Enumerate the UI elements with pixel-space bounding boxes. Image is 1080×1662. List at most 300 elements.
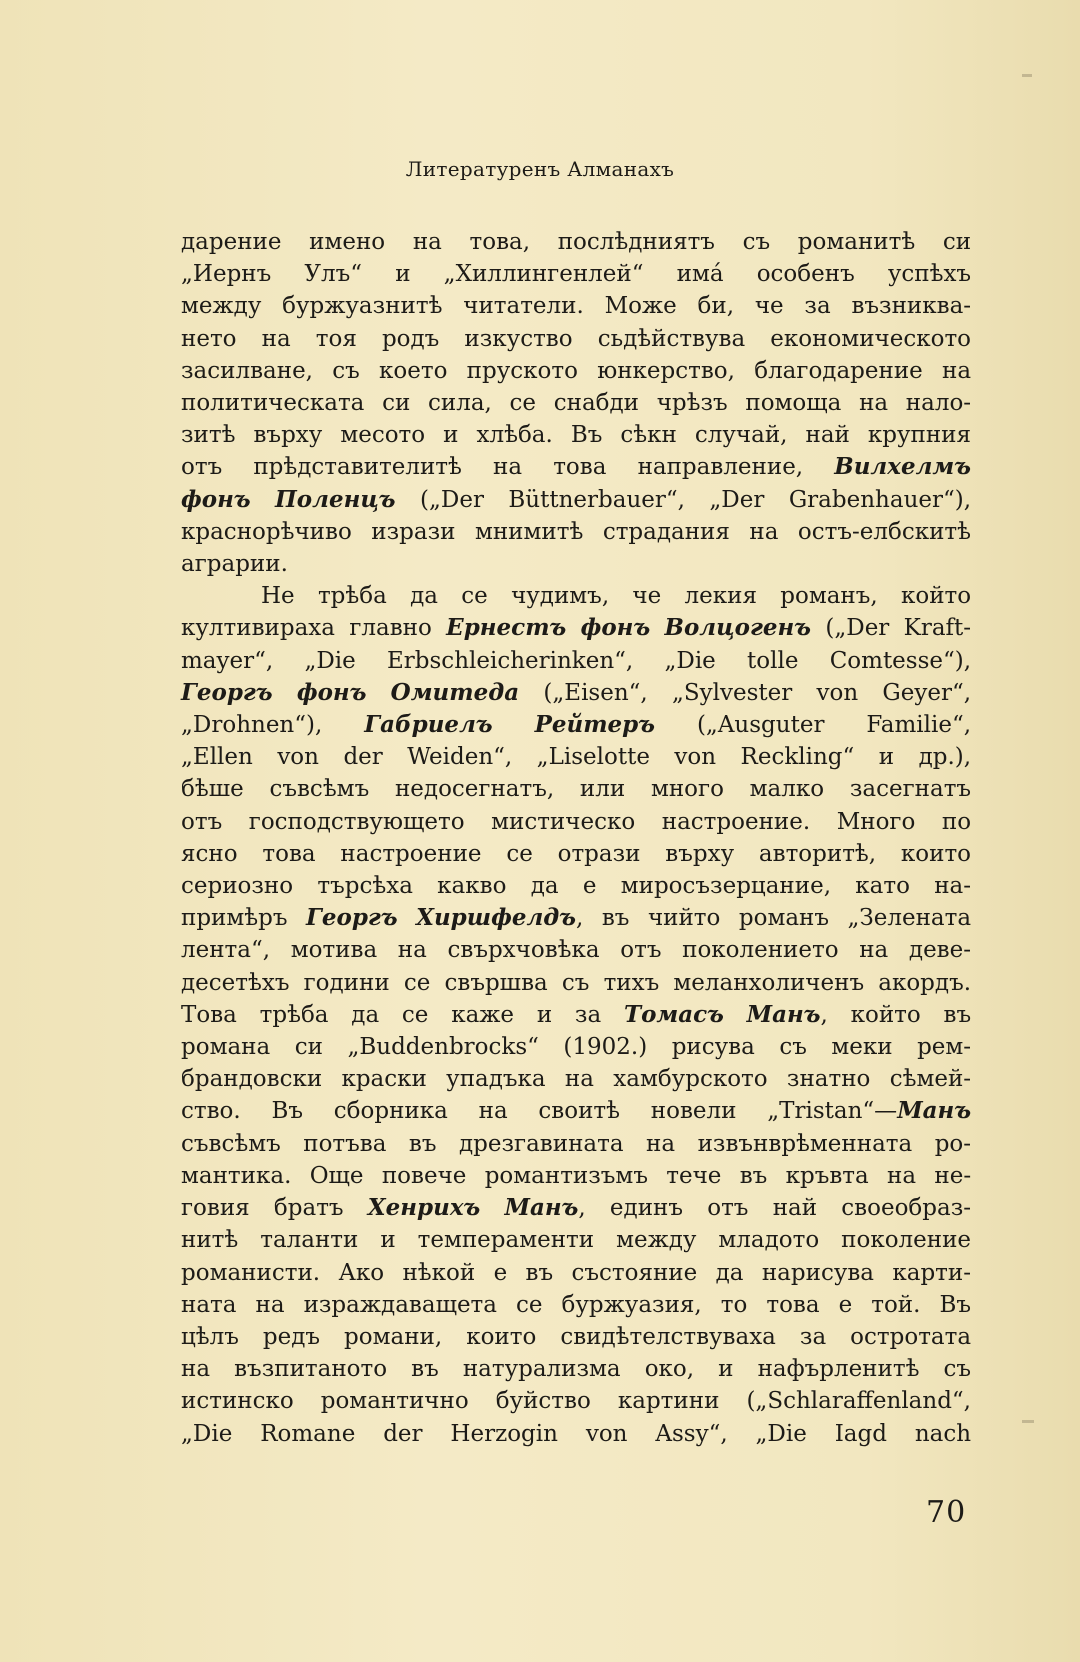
word: , — [576, 905, 584, 932]
page-edge-mark — [1022, 1420, 1034, 1423]
text-line — [181, 902, 971, 934]
word: tolle — [747, 647, 799, 674]
word: зитѣ — [181, 422, 236, 449]
text-line — [181, 645, 971, 677]
word: единъ — [609, 1195, 683, 1222]
word: се — [403, 969, 431, 996]
word: Ако — [338, 1259, 385, 1286]
word: „Иернъ — [181, 261, 272, 288]
word: месото — [340, 422, 426, 449]
word: тоя — [315, 325, 357, 352]
word: си — [942, 229, 972, 255]
word: да — [715, 1259, 744, 1286]
word: нафърленитѣ — [757, 1356, 920, 1383]
word: Erbschleicherinken“, — [387, 647, 634, 674]
text-line — [181, 516, 971, 548]
word: романи, — [344, 1323, 443, 1350]
page-edge-mark — [1022, 74, 1032, 77]
word: nach — [914, 1420, 972, 1447]
word: ство. — [181, 1098, 241, 1125]
word: съ — [742, 229, 771, 255]
word: на — [181, 1356, 211, 1383]
word: това — [553, 454, 607, 481]
word: поколение — [841, 1227, 972, 1254]
word: и — [380, 1227, 396, 1254]
text-line — [181, 290, 971, 322]
word: der — [343, 744, 383, 771]
word: „Liselotte — [536, 744, 650, 771]
word: брандовски — [181, 1066, 323, 1093]
italic-name: Хенрихъ — [367, 1194, 481, 1222]
word: Въ — [271, 1098, 304, 1125]
word: аграрии. — [181, 551, 288, 578]
word: мистическо — [491, 808, 636, 835]
word: остротата — [850, 1323, 972, 1350]
word: Улъ“ — [304, 261, 363, 288]
italic-name: фонъ — [580, 614, 651, 642]
word: „Die — [755, 1420, 807, 1447]
word: малко — [749, 776, 825, 803]
word: главно — [349, 615, 432, 642]
word: снабди — [553, 390, 639, 417]
word: на — [397, 937, 427, 964]
word: който — [850, 1001, 921, 1028]
word: отрази — [557, 840, 641, 867]
word: mayer“, — [181, 647, 274, 674]
italic-name: Георгъ — [306, 904, 398, 932]
word: романъ, — [780, 583, 878, 610]
word: години — [303, 969, 390, 996]
word: се — [401, 1001, 429, 1028]
word: новели — [650, 1098, 737, 1125]
word: не- — [934, 1162, 972, 1189]
word: Büttnerbauer“, — [508, 486, 685, 513]
word: „Die — [664, 647, 716, 674]
word: политическата — [181, 390, 365, 417]
word: меланхоличенъ — [673, 969, 865, 996]
word: послѣдниятъ — [557, 229, 715, 255]
word: , — [578, 1195, 586, 1222]
word: Iagd — [834, 1420, 887, 1447]
word: на — [859, 937, 889, 964]
word: хлѣба. — [476, 422, 553, 449]
word: ро- — [934, 1130, 972, 1157]
word: отъ — [181, 454, 223, 481]
word: на — [255, 1291, 285, 1318]
word: „Sylvester — [671, 679, 793, 706]
text-line — [181, 1257, 971, 1289]
word: редъ — [262, 1323, 321, 1350]
italic-name: Рейтеръ — [534, 711, 655, 739]
word: особенъ — [756, 261, 855, 288]
word: между — [616, 1227, 697, 1254]
text-line — [181, 1385, 971, 1417]
word: въ — [411, 1356, 439, 1383]
word: сѣмей- — [889, 1066, 972, 1093]
word: Не — [261, 583, 295, 610]
word: за — [574, 1001, 602, 1028]
text-line — [181, 741, 971, 773]
word: „Die — [181, 1420, 233, 1447]
word: изкуство — [464, 325, 573, 352]
word: най — [805, 422, 850, 449]
italic-name: Манъ — [504, 1194, 579, 1222]
text-line — [181, 934, 971, 966]
word: помоща — [745, 390, 842, 417]
text-line — [181, 1192, 971, 1224]
word: това — [766, 1291, 820, 1318]
word: Assy“, — [655, 1420, 728, 1447]
word: има́ — [676, 261, 724, 288]
word: засегнатъ — [849, 776, 972, 803]
word: и — [878, 744, 895, 771]
word: недосегнатъ, — [394, 776, 555, 803]
body-text — [181, 226, 971, 1450]
word: много — [650, 776, 724, 803]
italic-name: Манъ — [897, 1097, 972, 1125]
word: тихъ — [603, 969, 660, 996]
word: то — [720, 1291, 748, 1318]
word: въ — [525, 1259, 554, 1286]
word: Grabenhauer“), — [788, 486, 972, 513]
word: дрезгавината — [459, 1130, 624, 1157]
text-line — [181, 1289, 971, 1321]
word: примѣръ — [181, 905, 288, 932]
word: на — [261, 325, 291, 352]
word: Kraft- — [903, 615, 972, 642]
word: сериозно — [181, 873, 294, 900]
text-line — [181, 1224, 971, 1256]
word: („Der — [420, 486, 484, 513]
italic-name: Волцогенъ — [664, 614, 812, 642]
word: случай, — [694, 422, 788, 449]
word: и — [536, 1001, 553, 1028]
word: би, — [697, 293, 735, 320]
word: истинско — [181, 1388, 294, 1415]
word: върху — [665, 840, 735, 867]
word: „Drohnen“), — [181, 712, 323, 739]
word: деве- — [908, 937, 972, 964]
word: съвсѣмъ — [269, 776, 370, 803]
text-line — [181, 419, 971, 451]
word: , — [820, 1001, 828, 1028]
word: потъва — [303, 1130, 387, 1157]
word: нѣкой — [402, 1259, 476, 1286]
word: своеобраз- — [841, 1195, 972, 1222]
word: цѣлъ — [181, 1323, 239, 1350]
italic-name: Габриелъ — [364, 711, 493, 739]
word: („Schlaraffenland“, — [746, 1388, 971, 1415]
word: („Der — [825, 615, 890, 642]
italic-name: Омитеда — [390, 678, 520, 706]
italic-name: фонъ — [296, 678, 367, 706]
word: романа — [181, 1034, 271, 1061]
word: Още — [309, 1162, 364, 1189]
italic-name: Вилхелмъ — [834, 453, 972, 481]
word: засилване, — [181, 357, 313, 384]
italic-name: Поленцъ — [275, 485, 396, 513]
text-line — [181, 1418, 971, 1450]
word: меки — [831, 1034, 893, 1061]
italic-name: Хиршфелдъ — [416, 904, 577, 932]
word: господствующето — [248, 808, 465, 835]
word: von — [585, 1420, 628, 1447]
word: Въ — [570, 422, 603, 449]
word: Herzogin — [450, 1420, 558, 1447]
word: е — [582, 873, 597, 900]
word: съ — [561, 969, 590, 996]
word: се — [506, 840, 533, 867]
word: „Хиллингенлей“ — [443, 261, 644, 288]
word: дарение — [181, 229, 282, 255]
word: натурализма — [462, 1356, 621, 1383]
text-line — [181, 1128, 971, 1160]
word: съ — [943, 1356, 972, 1383]
word: най — [772, 1195, 818, 1222]
word: на — [478, 1098, 508, 1125]
text-line — [181, 548, 971, 580]
word: търсѣха — [317, 873, 413, 900]
word: остъ-елбскитѣ — [797, 518, 972, 545]
word: „Der — [709, 486, 765, 513]
word: бѣше — [181, 776, 244, 803]
word: въ — [739, 1162, 768, 1189]
word: темпераменти — [417, 1227, 595, 1254]
word: сборника — [333, 1098, 448, 1125]
word: буйство — [495, 1388, 591, 1415]
word: знатно — [786, 1066, 871, 1093]
text-line — [181, 1321, 971, 1353]
text-line — [181, 999, 971, 1031]
word: израждаващета — [303, 1291, 497, 1318]
word: на — [859, 390, 889, 417]
word: на — [942, 357, 972, 384]
word: нало- — [905, 390, 972, 417]
word: крупния — [867, 422, 972, 449]
word: съ — [779, 1034, 807, 1061]
word: състояние — [571, 1259, 698, 1286]
word: между — [181, 293, 262, 320]
text-line — [181, 484, 971, 516]
word: съ — [332, 357, 360, 384]
word: изрази — [371, 518, 456, 545]
word: се — [461, 583, 488, 610]
word: или — [579, 776, 626, 803]
word: десетѣхъ — [181, 969, 290, 996]
word: въ — [601, 905, 630, 932]
word: трѣба — [317, 583, 387, 610]
word: сьдѣйствува — [597, 325, 746, 352]
text-line — [181, 773, 971, 805]
word: възниква- — [851, 293, 972, 320]
word: на- — [934, 873, 972, 900]
word: е — [838, 1291, 853, 1318]
word: се — [516, 1291, 543, 1318]
word: отъ — [620, 937, 662, 964]
text-line — [181, 709, 971, 741]
word: чудимъ, — [511, 583, 610, 610]
word: свидѣтелствуваха — [560, 1323, 776, 1350]
word: рисува — [671, 1034, 755, 1061]
word: Familie“, — [866, 712, 972, 739]
word: и — [395, 261, 411, 288]
word: Въ — [939, 1291, 972, 1318]
italic-name: Георгъ — [181, 678, 273, 706]
word: Comtesse“), — [829, 647, 972, 674]
word: акордъ. — [878, 969, 972, 996]
text-line — [181, 870, 971, 902]
word: картини — [617, 1388, 720, 1415]
word: лекия — [684, 583, 757, 610]
word: пруското — [466, 357, 578, 384]
word: култивираха — [181, 615, 335, 642]
text-line — [181, 1063, 971, 1095]
word: око, — [644, 1356, 695, 1383]
word: Reckling“ — [740, 744, 855, 771]
word: че — [754, 293, 784, 320]
text-line — [181, 967, 971, 999]
word: der — [383, 1420, 423, 1447]
word: Weiden“, — [407, 744, 513, 771]
word: ясно — [181, 840, 238, 867]
word: свършва — [444, 969, 548, 996]
word: на — [887, 1162, 917, 1189]
word: „Ellen — [181, 744, 253, 771]
word: които — [466, 1323, 537, 1350]
word: е — [493, 1259, 508, 1286]
word: което — [379, 357, 448, 384]
word: краснорѣчиво — [181, 518, 352, 545]
word: свърхчовѣка — [447, 937, 600, 964]
word: на — [412, 229, 442, 255]
word: сила, — [428, 390, 492, 417]
word: кръвта — [785, 1162, 869, 1189]
word: сѣкн — [620, 422, 677, 449]
italic-name: фонъ — [181, 485, 251, 513]
word: своитѣ — [538, 1098, 621, 1125]
word: тече — [666, 1162, 722, 1189]
word: прѣдставителитѣ — [253, 454, 462, 481]
word: упадъка — [446, 1066, 546, 1093]
word: и — [443, 422, 459, 449]
word: романъ — [738, 905, 830, 932]
text-line — [181, 226, 971, 258]
word: на — [564, 1066, 594, 1093]
word: въ — [408, 1130, 437, 1157]
word: на — [646, 1130, 676, 1157]
word: „Buddenbrocks“ — [347, 1034, 539, 1061]
word: Това — [181, 1001, 237, 1028]
text-line — [181, 323, 971, 355]
word: буржуазнитѣ — [282, 293, 443, 320]
word: си — [294, 1034, 323, 1061]
word: младото — [718, 1227, 820, 1254]
word: (1902.) — [563, 1034, 648, 1061]
word: романитѣ — [797, 229, 916, 255]
running-header: Литературенъ Алманахъ — [405, 157, 675, 181]
word: Geyer“, — [882, 679, 972, 706]
word: др.), — [918, 744, 972, 771]
word: той. — [871, 1291, 921, 1318]
word: възпитаното — [234, 1356, 388, 1383]
word: мантика. — [181, 1162, 292, 1189]
word: рем- — [917, 1034, 972, 1061]
word: това — [262, 840, 316, 867]
word: Много — [836, 808, 916, 835]
word: отъ — [707, 1195, 749, 1222]
text-line — [181, 387, 971, 419]
word: юнкерство, — [597, 357, 735, 384]
word: хамбурското — [613, 1066, 768, 1093]
word: нето — [181, 325, 237, 352]
word: чийто — [647, 905, 721, 932]
word: Може — [604, 293, 677, 320]
word: да — [530, 873, 559, 900]
word: чрѣзъ — [656, 390, 728, 417]
text-line — [181, 1095, 971, 1127]
word: имено — [309, 229, 386, 255]
word: това, — [469, 229, 531, 255]
italic-name: Томасъ — [623, 1000, 724, 1028]
text-line — [181, 612, 971, 644]
word: von — [816, 679, 859, 706]
word: Romane — [260, 1420, 356, 1447]
italic-name: Ернестъ — [446, 614, 567, 642]
text-line — [181, 677, 971, 709]
word: поколението — [682, 937, 839, 964]
word: се — [509, 390, 537, 417]
word: родъ — [381, 325, 440, 352]
word: направление, — [637, 454, 804, 481]
word: да — [351, 1001, 380, 1028]
word: какво — [437, 873, 507, 900]
word: von — [674, 744, 717, 771]
text-line — [181, 1160, 971, 1192]
word: („Eisen“, — [543, 679, 648, 706]
word: извънврѣменната — [697, 1130, 913, 1157]
italic-name: Манъ — [746, 1000, 821, 1028]
word: и — [718, 1356, 734, 1383]
text-line — [181, 838, 971, 870]
word: отъ — [181, 808, 223, 835]
word: („Ausguter — [696, 712, 825, 739]
word: успѣхъ — [887, 261, 972, 288]
word: краски — [341, 1066, 427, 1093]
word: повече — [381, 1162, 467, 1189]
word: върху — [253, 422, 323, 449]
word: ната — [181, 1291, 237, 1318]
word: за — [799, 1323, 827, 1350]
word: въ — [943, 1001, 972, 1028]
word: за — [804, 293, 831, 320]
word: лента“, — [181, 937, 271, 964]
word: благодарение — [754, 357, 923, 384]
word: настроение — [340, 840, 482, 867]
word: по — [941, 808, 972, 835]
text-line — [181, 806, 971, 838]
word: „Die — [304, 647, 356, 674]
word: който — [900, 583, 972, 610]
word: „Зелената — [847, 905, 972, 932]
word: буржуазия, — [561, 1291, 702, 1318]
word: страдания — [602, 518, 730, 545]
word: съвсѣмъ — [181, 1130, 281, 1157]
text-line — [181, 1031, 971, 1063]
word: си — [382, 390, 411, 417]
word: миросъзерцание, — [620, 873, 832, 900]
word: които — [900, 840, 972, 867]
word: „Tristan“— — [767, 1098, 898, 1125]
